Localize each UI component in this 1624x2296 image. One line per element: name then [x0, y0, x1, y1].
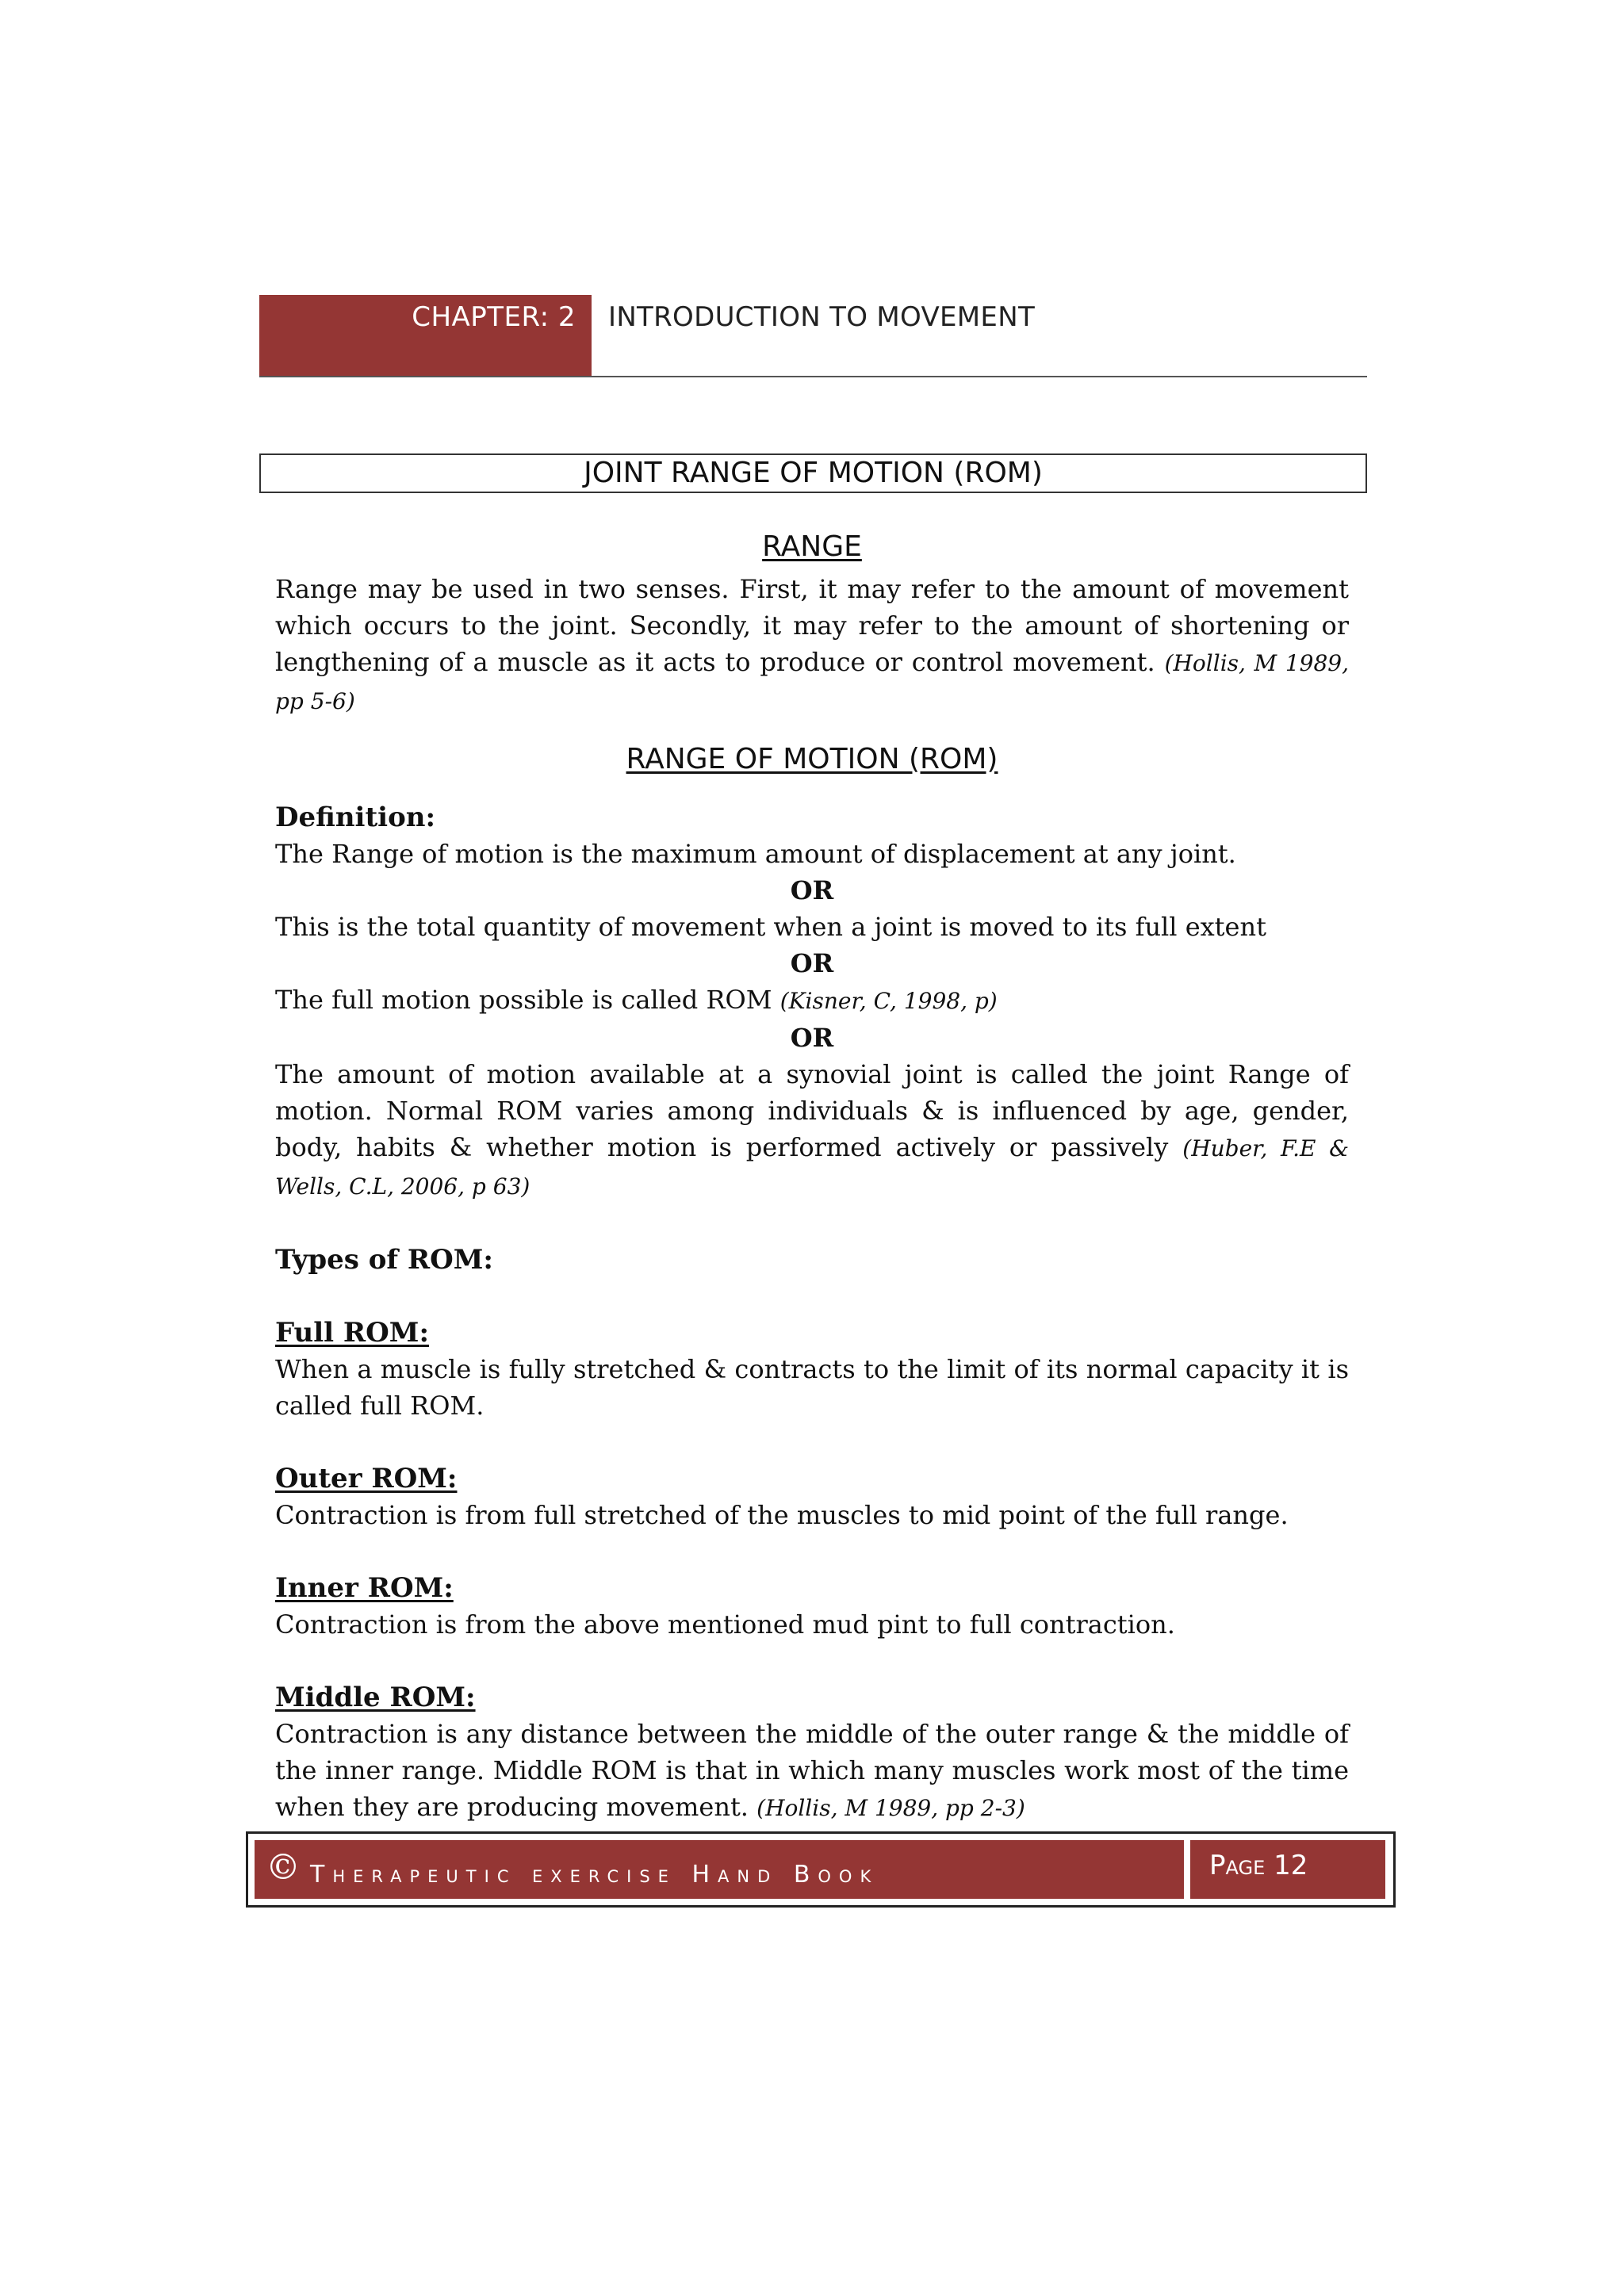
or-separator-3: OR	[790, 1023, 834, 1053]
definition-3	[275, 982, 1349, 1020]
definition-4	[275, 1056, 1349, 1205]
main-content	[275, 523, 1349, 1827]
types-heading: Types of ROM:	[275, 1244, 493, 1276]
inner-rom-heading: Inner ROM:	[275, 1572, 454, 1604]
footer-page-box	[1190, 1840, 1385, 1899]
chapter-label: CHAPTER: 2	[412, 301, 576, 333]
range-paragraph	[275, 571, 1349, 720]
chapter-label-box	[259, 295, 592, 377]
middle-rom-text: Contraction is any distance between the middle of the outer range & the middle of the inner range. Middle ROM is that in which many muscles work most of the time when they are producing movement.	[275, 1719, 1349, 1822]
chapter-header	[259, 295, 1367, 377]
definition-3-text: The full motion possible is called ROM	[275, 985, 772, 1015]
middle-rom-citation: (Hollis, M 1989, pp 2-3)	[756, 1795, 1025, 1821]
inner-rom-text: Contraction is from the above mentioned mud pint to full contraction.	[275, 1609, 1175, 1640]
rom-heading: RANGE OF MOTION (ROM)	[626, 743, 998, 775]
definition-4-citation: (Huber, F.E & Wells, C.L, 2006, p 63)	[275, 1135, 1349, 1200]
definition-3-citation: (Kisner, C, 1998, p)	[779, 988, 998, 1014]
full-rom-text: When a muscle is fully stretched & contracts to the limit of its normal capacity it is called full ROM.	[275, 1354, 1349, 1421]
outer-rom-text: Contraction is from full stretched of the muscles to mid point of the full range.	[275, 1500, 1289, 1530]
middle-rom-heading: Middle ROM:	[275, 1682, 476, 1713]
middle-rom-paragraph	[275, 1716, 1349, 1827]
range-text: Range may be used in two senses. First, it may refer to the amount of movement which occurs to the joint. Secondly, it may refer to the amount of shortening or lengthening of a muscle as it acts to produce or control movement.	[275, 574, 1349, 677]
range-citation: (Hollis, M 1989, pp 5-6)	[275, 650, 1350, 714]
or-separator-2: OR	[790, 948, 834, 978]
footer-title-box	[255, 1840, 1184, 1899]
definition-1: The Range of motion is the maximum amount of displacement at any joint.	[275, 839, 1236, 869]
range-heading: RANGE	[762, 530, 862, 563]
section-title: JOINT RANGE OF MOTION (ROM)	[259, 453, 1367, 493]
definition-4-text: The amount of motion available at a synovial joint is called the joint Range of motion. Normal ROM varies among individuals & is influenced by age, gender, body, habits & whether motion is performed actively or passively	[275, 1059, 1349, 1162]
definition-label: Definition:	[275, 802, 436, 833]
copyright-icon: ©	[266, 1847, 301, 1888]
outer-rom-heading: Outer ROM:	[275, 1463, 458, 1494]
definition-2: This is the total quantity of movement when a joint is moved to its full extent	[275, 912, 1266, 942]
book-title: Therapeutic exercise Hand Book	[310, 1861, 879, 1888]
full-rom-heading: Full ROM:	[275, 1317, 429, 1349]
header-divider	[259, 376, 1367, 377]
or-separator-1: OR	[790, 875, 834, 905]
page-number: Page 12	[1209, 1850, 1308, 1881]
chapter-title: INTRODUCTION TO MOVEMENT	[608, 301, 1036, 333]
page-footer	[246, 1831, 1396, 1908]
